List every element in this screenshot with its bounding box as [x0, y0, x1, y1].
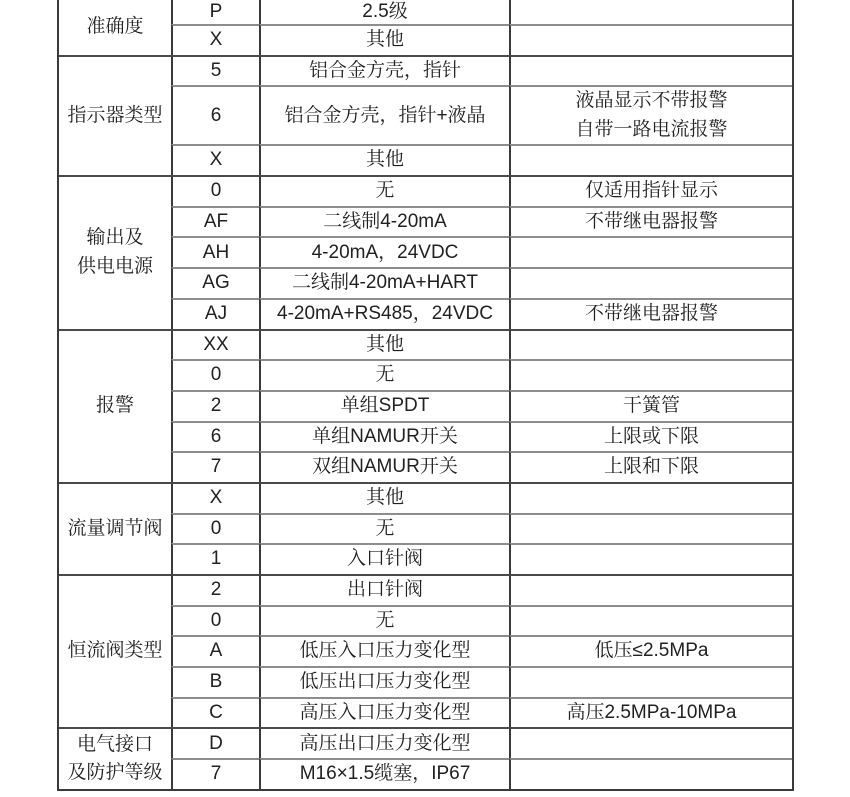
text-line: 5: [210, 59, 222, 81]
code-cell: [171, 24, 259, 55]
category-cell: [59, 574, 171, 727]
description-cell: [259, 236, 509, 267]
code-cell: [171, 298, 259, 329]
text-line: 干簧管: [622, 394, 680, 416]
category-cell: [59, 55, 171, 175]
description-cell: [259, 85, 509, 144]
code-cell: [171, 635, 259, 666]
text-line: 电气接口: [76, 733, 153, 755]
description-cell: [259, 727, 509, 758]
note-cell: [509, 697, 792, 728]
text-line: 供电电源: [76, 255, 153, 277]
text-line: 上限或下限: [603, 425, 699, 447]
text-line: 0: [210, 517, 222, 539]
text-line: 2: [210, 394, 222, 416]
text-line: AG: [202, 272, 230, 294]
text-line: P: [209, 0, 223, 22]
description-cell: [259, 758, 509, 789]
code-cell: [171, 206, 259, 237]
text-line: 无: [375, 180, 395, 202]
description-cell: [259, 421, 509, 452]
text-line: 准确度: [86, 16, 144, 38]
text-line: 6: [210, 425, 222, 447]
note-cell: [509, 329, 792, 360]
text-line: 0: [210, 180, 222, 202]
text-line: AF: [203, 210, 229, 232]
note-cell: [509, 55, 792, 86]
text-line: 液晶显示不带报警: [575, 90, 728, 112]
note-cell: [509, 236, 792, 267]
text-line: 4-20mA，24VDC: [311, 241, 459, 263]
code-cell: [171, 359, 259, 390]
note-cell: [509, 298, 792, 329]
text-line: M16×1.5缆塞，IP67: [299, 763, 471, 785]
text-line: 0: [210, 609, 222, 631]
note-cell: [509, 206, 792, 237]
text-line: 7: [210, 763, 222, 785]
text-line: 二线制4-20mA: [323, 210, 447, 232]
text-line: 及防护等级: [67, 762, 163, 784]
note-cell: [509, 543, 792, 574]
description-cell: [259, 451, 509, 482]
text-line: 报警: [95, 394, 134, 416]
text-line: AH: [202, 241, 230, 263]
note-cell: [509, 451, 792, 482]
description-cell: [259, 0, 509, 24]
description-cell: [259, 543, 509, 574]
category-cell: [59, 0, 171, 55]
text-line: B: [209, 671, 223, 693]
text-line: 1: [210, 548, 222, 570]
description-cell: [259, 144, 509, 175]
text-line: 不带继电器报警: [584, 302, 718, 324]
note-cell: [509, 758, 792, 789]
code-cell: [171, 236, 259, 267]
text-line: 低压≤2.5MPa: [594, 640, 709, 662]
text-line: 其他: [365, 333, 404, 355]
text-line: 2.5级: [362, 0, 408, 22]
text-line: X: [209, 29, 223, 51]
description-cell: [259, 605, 509, 636]
note-cell: [509, 359, 792, 390]
description-cell: [259, 697, 509, 728]
description-cell: [259, 55, 509, 86]
text-line: 低压出口压力变化型: [299, 671, 471, 693]
text-line: 低压入口压力变化型: [299, 640, 471, 662]
text-line: 二线制4-20mA+HART: [291, 272, 478, 294]
description-cell: [259, 359, 509, 390]
text-line: 恒流阀类型: [67, 640, 163, 662]
text-line: 0: [210, 364, 222, 386]
note-cell: [509, 574, 792, 605]
text-line: 高压入口压力变化型: [299, 701, 471, 723]
text-line: 无: [375, 517, 395, 539]
code-cell: [171, 329, 259, 360]
description-cell: [259, 329, 509, 360]
note-cell: [509, 482, 792, 513]
text-line: A: [209, 640, 223, 662]
note-cell: [509, 666, 792, 697]
note-cell: [509, 727, 792, 758]
description-cell: [259, 513, 509, 544]
note-cell: [509, 635, 792, 666]
code-cell: [171, 543, 259, 574]
category-cell: [59, 482, 171, 574]
text-line: 双组NAMUR开关: [312, 456, 458, 478]
text-line: 自带一路电流报警: [575, 118, 728, 140]
code-cell: [171, 513, 259, 544]
note-cell: [509, 175, 792, 206]
code-cell: [171, 666, 259, 697]
text-line: 无: [375, 364, 395, 386]
text-line: 仅适用指针显示: [584, 180, 718, 202]
description-cell: [259, 267, 509, 298]
text-line: D: [209, 732, 223, 754]
note-cell: [509, 144, 792, 175]
description-cell: [259, 574, 509, 605]
code-cell: [171, 85, 259, 144]
text-line: 其他: [365, 29, 404, 51]
text-line: 上限和下限: [603, 456, 699, 478]
text-line: 6: [210, 104, 222, 126]
description-cell: [259, 666, 509, 697]
description-cell: [259, 206, 509, 237]
text-line: AJ: [204, 302, 228, 324]
code-cell: [171, 727, 259, 758]
code-cell: [171, 451, 259, 482]
text-line: 其他: [365, 487, 404, 509]
text-line: 无: [375, 609, 395, 631]
code-cell: [171, 175, 259, 206]
ordering-code-table: [57, 0, 794, 791]
code-cell: [171, 482, 259, 513]
note-cell: [509, 390, 792, 421]
note-cell: [509, 267, 792, 298]
text-line: 高压出口压力变化型: [299, 732, 471, 754]
code-cell: [171, 0, 259, 24]
code-cell: [171, 267, 259, 298]
text-line: 单组NAMUR开关: [312, 425, 458, 447]
text-line: 出口针阀: [346, 579, 423, 601]
description-cell: [259, 482, 509, 513]
text-line: 2: [210, 579, 222, 601]
category-cell: [59, 727, 171, 788]
code-cell: [171, 574, 259, 605]
text-line: X: [209, 149, 223, 171]
description-cell: [259, 635, 509, 666]
category-cell: [59, 175, 171, 328]
description-cell: [259, 175, 509, 206]
category-cell: [59, 329, 171, 482]
description-cell: [259, 298, 509, 329]
text-line: 指示器类型: [67, 104, 163, 126]
text-line: 铝合金方壳，指针+液晶: [284, 104, 486, 126]
text-line: 流量调节阀: [67, 517, 163, 539]
note-cell: [509, 513, 792, 544]
code-cell: [171, 605, 259, 636]
code-cell: [171, 758, 259, 789]
text-line: XX: [203, 333, 229, 355]
note-cell: [509, 421, 792, 452]
text-line: 其他: [365, 149, 404, 171]
note-cell: [509, 24, 792, 55]
text-line: 7: [210, 456, 222, 478]
note-cell: [509, 85, 792, 144]
text-line: 入口针阀: [346, 548, 423, 570]
code-cell: [171, 55, 259, 86]
text-line: 铝合金方壳，指针: [308, 59, 461, 81]
text-line: C: [209, 701, 223, 723]
note-cell: [509, 605, 792, 636]
code-cell: [171, 697, 259, 728]
description-cell: [259, 390, 509, 421]
text-line: 高压2.5MPa-10MPa: [566, 701, 737, 723]
note-cell: [509, 0, 792, 24]
code-cell: [171, 390, 259, 421]
code-cell: [171, 421, 259, 452]
code-cell: [171, 144, 259, 175]
text-line: 单组SPDT: [340, 394, 430, 416]
text-line: 输出及: [86, 227, 144, 249]
description-cell: [259, 24, 509, 55]
text-line: 4-20mA+RS485，24VDC: [277, 302, 493, 324]
text-line: X: [209, 487, 223, 509]
text-line: 不带继电器报警: [584, 210, 718, 232]
